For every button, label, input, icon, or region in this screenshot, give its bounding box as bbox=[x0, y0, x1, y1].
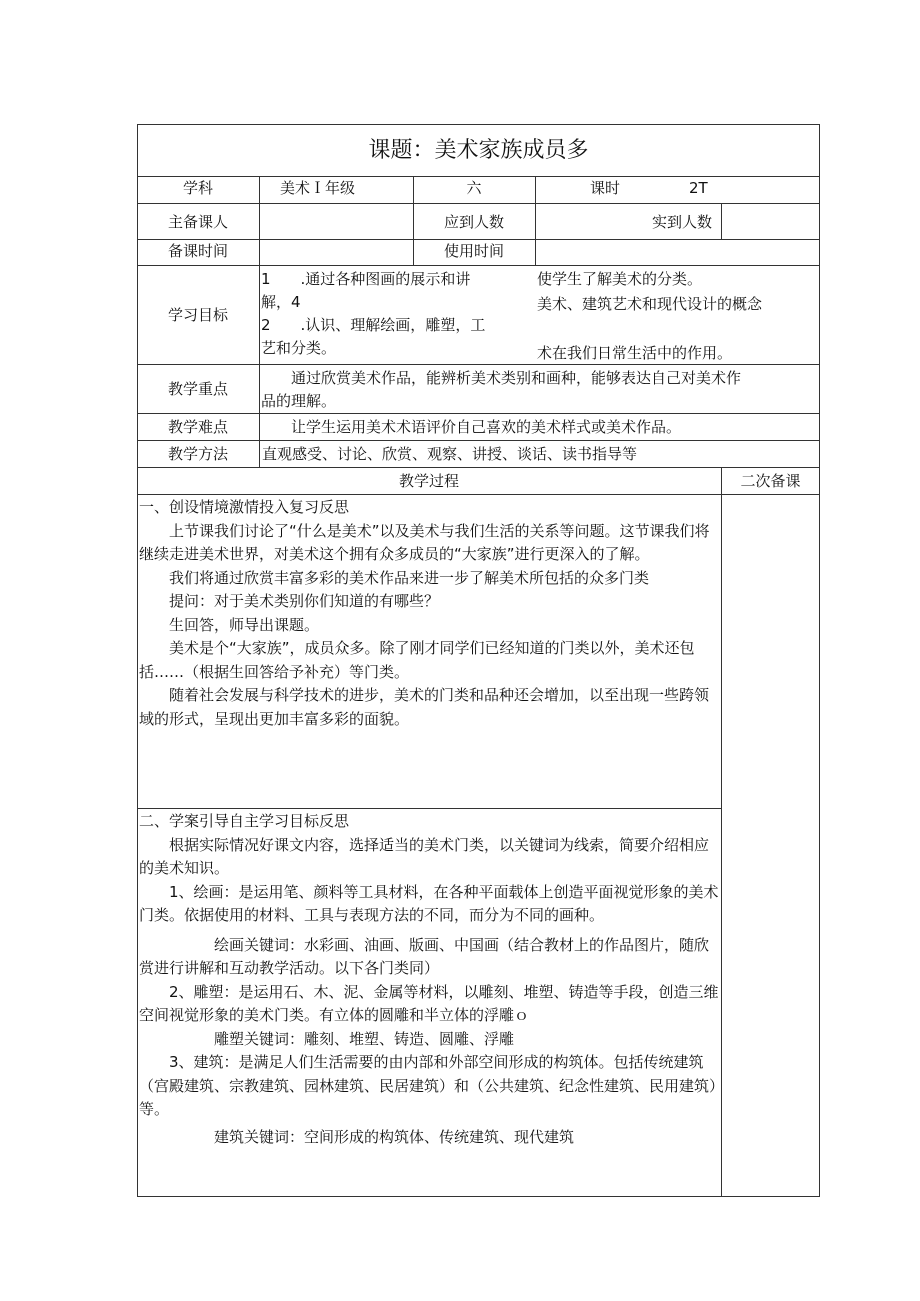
key-points-line: 通过欣赏美术作品，能辨析美术类别和画种，能够表达自己对美术作 bbox=[291, 369, 742, 387]
actual-label: 实到人数 bbox=[652, 213, 713, 231]
goals-right-line: 美术、建筑艺术和现代设计的概念 bbox=[537, 295, 763, 313]
method-text: 直观感受、讨论、欣赏、观察、讲授、谈话、读书指导等 bbox=[262, 445, 638, 463]
row-divider bbox=[137, 239, 820, 240]
grade-value: 六 bbox=[466, 179, 482, 197]
col-divider bbox=[721, 203, 722, 239]
goals-right-line: 使学生了解美术的分类。 bbox=[537, 270, 703, 288]
section-divider bbox=[137, 808, 721, 809]
section-2-heading: 二、学案引导自主学习目标反思 bbox=[139, 812, 350, 830]
keyword-line: 雕塑关键词：雕刻、堆塑、铸造、圆雕、浮雕 bbox=[214, 1029, 515, 1048]
goals-left-line: 解，4 bbox=[261, 293, 301, 311]
col-divider bbox=[535, 176, 536, 265]
difficulty-text: 让学生运用美术术语评价自己喜欢的美术样式或美术作品。 bbox=[291, 418, 682, 436]
subject-value: 美术Ｉ年级 bbox=[280, 179, 356, 197]
key-points-line: 品的理解。 bbox=[261, 392, 337, 410]
paragraph: 2、雕塑：是运用石、木、泥、金属等材料，以雕刻、堆塑、铸造等手段，创造三维空间视觉形象的美术门类。有立体的圆雕和半立体的浮雕ｏ bbox=[139, 982, 719, 1024]
row-divider bbox=[137, 494, 820, 495]
goals-right-line: 术在我们日常生活中的作用。 bbox=[537, 344, 733, 362]
section-1-heading: 一、创设情境激情投入复习反思 bbox=[139, 498, 350, 516]
section-1 bbox=[139, 496, 719, 731]
row-divider bbox=[137, 265, 820, 266]
use-time-label: 使用时间 bbox=[443, 242, 504, 260]
goals-label: 学习目标 bbox=[167, 306, 228, 324]
keyword-line: 绘画关键词：水彩画、油画、版画、中国画（结合教材上的作品图片，随欣赏进行讲解和互动教学活动。以下各门类同） bbox=[139, 935, 710, 977]
second-prep-header: 二次备课 bbox=[740, 472, 801, 490]
keyword-line: 建筑关键词：空间形成的构筑体、传统建筑、现代建筑 bbox=[214, 1127, 575, 1146]
goals-left-line: 艺和分类。 bbox=[261, 339, 337, 357]
method-label: 教学方法 bbox=[167, 445, 228, 463]
col-divider bbox=[721, 467, 722, 1197]
paragraph: 根据实际情况好课文内容，选择适当的美术门类，以关键词为线索，简要介绍相应的美术知识。 bbox=[139, 835, 710, 877]
paragraph: 3、建筑：是满足人们生活需要的由内部和外部空间形成的构筑体。包括传统建筑（宫殿建筑、宗教建筑、园林建筑、民居建筑）和（公共建筑、纪念性建筑、民用建筑）等。 bbox=[139, 1053, 717, 1118]
difficulty-label: 教学难点 bbox=[167, 418, 228, 436]
col-divider bbox=[259, 176, 260, 467]
period-value: 2T bbox=[689, 179, 708, 197]
row-divider bbox=[137, 176, 820, 177]
expected-label: 应到人数 bbox=[443, 213, 504, 231]
goals-left-line: 1 .通过各种图画的展示和讲 bbox=[261, 270, 471, 288]
paragraph: 1、绘画：是运用笔、颜料等工具材料，在各种平面载体上创造平面视觉形象的美术门类。依据使用的材料、工具与表现方法的不同，而分为不同的画种。 bbox=[139, 882, 719, 924]
paragraph: 生回答，师导出课题。 bbox=[169, 615, 320, 634]
row-divider bbox=[137, 467, 820, 468]
preparer-label: 主备课人 bbox=[167, 213, 228, 231]
paragraph: 美术是个“大家族”，成员众多。除了刚才同学们已经知道的门类以外，美术还包括……（根据生回答给予补充）等门类。 bbox=[139, 639, 695, 681]
page-title: 课题：美术家族成员多 bbox=[368, 138, 589, 163]
key-points-label: 教学重点 bbox=[167, 380, 228, 398]
row-divider bbox=[137, 203, 820, 204]
goals-left-line: 2 .认识、理解绘画，雕塑，工 bbox=[261, 316, 486, 334]
subject-label: 学科 bbox=[182, 179, 213, 197]
section-2 bbox=[139, 810, 719, 1149]
paragraph: 提问：对于美术类别你们知道的有哪些？ bbox=[169, 592, 440, 610]
paragraph: 上节课我们讨论了“什么是美术”以及美术与我们生活的关系等问题。这节课我们将继续走进美术世界，对美术这个拥有众多成员的“大家族”进行更深入的了解。 bbox=[139, 521, 710, 563]
period-label: 课时 bbox=[590, 179, 621, 197]
paragraph: 随着社会发展与科学技术的进步，美术的门类和品种还会增加，以至出现一些跨领域的形式，呈现出更加丰富多彩的面貌。 bbox=[139, 686, 710, 728]
prep-time-label: 备课时间 bbox=[167, 242, 228, 260]
row-divider bbox=[137, 440, 820, 441]
paragraph: 我们将通过欣赏丰富多彩的美术作品来进一步了解美术所包括的众多门类 bbox=[169, 568, 650, 587]
row-divider bbox=[137, 413, 820, 414]
process-header: 教学过程 bbox=[398, 472, 459, 490]
